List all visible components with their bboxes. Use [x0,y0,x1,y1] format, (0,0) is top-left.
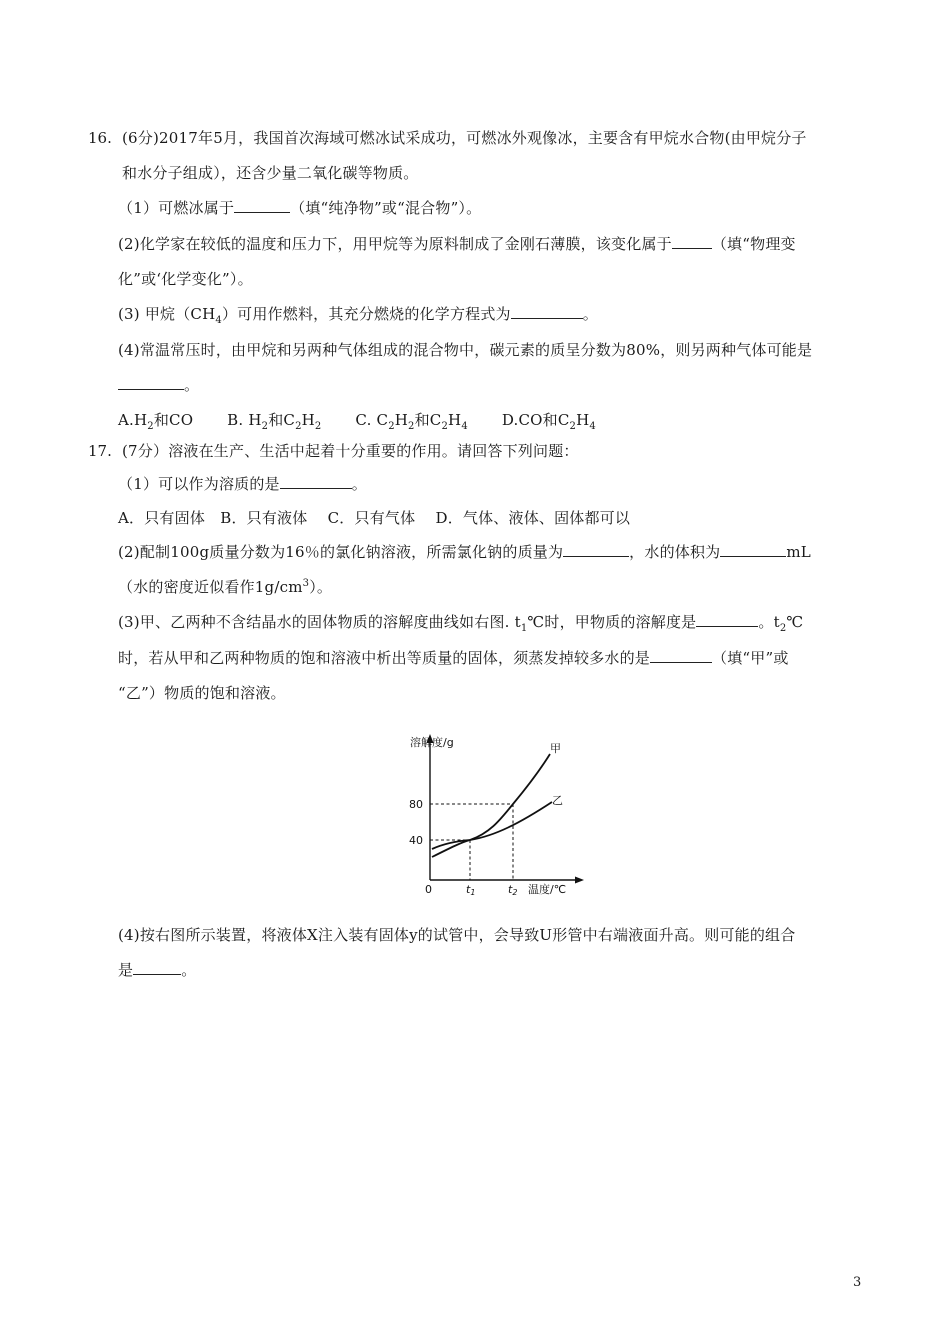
question-number-17: 17. [88,442,112,460]
q16-stem-line2: 和水分子组成），还含少量二氧化碳等物质。 [122,164,419,182]
answer-blank[interactable] [280,474,352,489]
q17-part1-end: 。 [351,475,367,493]
option-a-text2: 和CO [153,411,194,429]
option-b-text2: 和C [268,411,296,429]
q17-options: A．只有固体 B．只有液体 C．只有气体 D．气体、液体、固体都可以 [118,509,631,527]
series-label-jia: 甲 [550,742,561,755]
option-c-text4: H [448,411,462,429]
q16-part3-end: 。 [582,305,598,323]
answer-blank[interactable] [511,304,583,319]
q17-part3-text: (3)甲、乙两种不含结晶水的固体物质的溶解度曲线如右图. t [118,613,521,631]
y-axis-label: 溶解度/g [410,736,454,749]
subscript: 2 [388,421,395,432]
subscript: 4 [461,421,468,432]
answer-blank[interactable] [133,960,181,975]
answer-blank[interactable] [234,198,290,213]
q17-part2-line2 [118,577,332,597]
y-tick-80: 80 [409,798,423,811]
q17-part3-text3: 。t [758,613,780,631]
q17-part2-text2: ，水的体积为 [629,543,721,561]
q17-part2 [118,542,811,562]
q17-part2-unit: mL [786,543,811,561]
option-c-text: C. C [355,411,389,429]
q17-part3-text2: ℃时，甲物质的溶解度是 [527,613,697,631]
q16-part2-text: (2)化学家在较低的温度和压力下，用甲烷等为原料制成了金刚石薄膜，该变化属于 [118,235,672,253]
q17-part3-line2 [118,648,789,668]
q16-option-d [501,411,596,432]
answer-blank[interactable] [650,648,712,663]
t2-letter: t [508,883,513,896]
q17-part4-end: 。 [181,961,197,979]
q17-part2-note: （水的密度近似看作1g/cm [118,578,303,596]
x-axis-label: 温度/℃ [528,883,567,896]
subscript: 2 [261,421,269,432]
q16-part3-text: (3) 甲烷（CH [118,305,216,323]
q16-part1-text: （1）可燃冰属于 [118,199,235,217]
t1-subscript: 1 [470,888,476,897]
q16-option-b [227,411,322,432]
q17-part4-text: 是 [118,961,134,979]
q16-part2 [118,234,796,254]
option-c-text3: 和C [414,411,442,429]
q17-part3-line3: “乙”）物质的饱和溶液。 [118,684,286,702]
q16-stem-line1: (6分)2017年5月，我国首次海域可燃冰试采成功，可燃冰外观像冰，主要含有甲烷水合物(由甲烷分子 [122,129,807,147]
subscript: 2 [569,421,577,432]
q16-part2-hint: （填“物理变 [711,235,796,253]
subscript: 4 [215,315,222,326]
q17-part3-line2-hint: （填“甲”或 [712,649,789,667]
x-axis-arrow [575,877,584,884]
q17-part3 [118,612,803,632]
subscript: 2 [779,623,787,634]
q17-stem: (7分）溶液在生产、生活中起着十分重要的作用。请回答下列问题： [122,442,579,460]
q16-part1-hint: （填“纯净物”或“混合物”）。 [290,199,482,217]
t1-letter: t [466,883,471,896]
subscript: 2 [441,421,449,432]
superscript: 3 [302,578,310,589]
answer-blank[interactable] [696,612,758,627]
answer-blank[interactable] [720,542,786,557]
solubility-chart [400,730,590,900]
q17-part3-line2-text: 时，若从甲和乙两种物质的饱和溶液中析出等质量的固体，须蒸发掉较多水的是 [118,649,651,667]
q16-part3-text2: ）可用作燃料，其充分燃烧的化学方程式为 [221,305,511,323]
q16-options [118,410,596,430]
subscript: 2 [314,421,322,432]
series-label-yi: 乙 [552,794,563,807]
solubility-curve-figure [400,730,590,900]
option-c-text2: H [394,411,409,429]
option-d-text: D.CO和C [501,411,570,429]
curve-yi [432,802,552,849]
option-b-text: B. H [227,411,262,429]
subscript: 2 [295,421,302,432]
option-b-text3: H [301,411,315,429]
subscript: 1 [520,623,528,634]
answer-blank[interactable] [563,542,629,557]
q16-part2-line2: 化”或‘化学变化”）。 [118,270,253,288]
q16-option-a [118,411,194,432]
q17-part3-text4: ℃ [786,613,804,631]
subscript: 4 [589,421,596,432]
q17-part2-note-end: ）。 [309,578,333,596]
question-number-16: 16. [88,129,112,147]
t2-subscript: 2 [512,888,518,897]
subscript: 2 [147,421,154,432]
q16-part1 [118,198,481,218]
q17-part2-text: (2)配制100g质量分数为16％的氯化钠溶液，所需氯化钠的质量为 [118,543,564,561]
page-number: 3 [853,1275,862,1290]
q16-option-c [355,411,468,432]
q16-part4-end: 。 [184,376,200,394]
answer-blank[interactable] [672,234,712,249]
q17-part4-line2 [118,960,196,980]
x-tick-t2 [508,883,517,897]
x-tick-t1 [466,883,475,897]
q17-part1 [118,474,367,494]
option-a-text: A.H [118,411,148,429]
curve-jia [432,754,550,857]
q17-part4-line1: (4)按右图所示装置，将液体X注入装有固体y的试管中，会导致U形管中右端液面升高。则可能的组合 [118,926,796,944]
option-d-text2: H [576,411,590,429]
q16-part3 [118,304,598,324]
q16-part4-line1: (4)常温常压时，由甲烷和另两种气体组成的混合物中，碳元素的质呈分数为80%，则另两种气体可能是 [118,341,813,359]
q17-part1-text: （1）可以作为溶质的是 [118,475,280,493]
q16-part4-line2 [118,375,199,395]
y-tick-40: 40 [409,834,423,847]
subscript: 2 [408,421,415,432]
answer-blank[interactable] [118,375,184,390]
origin-label: 0 [425,883,432,896]
